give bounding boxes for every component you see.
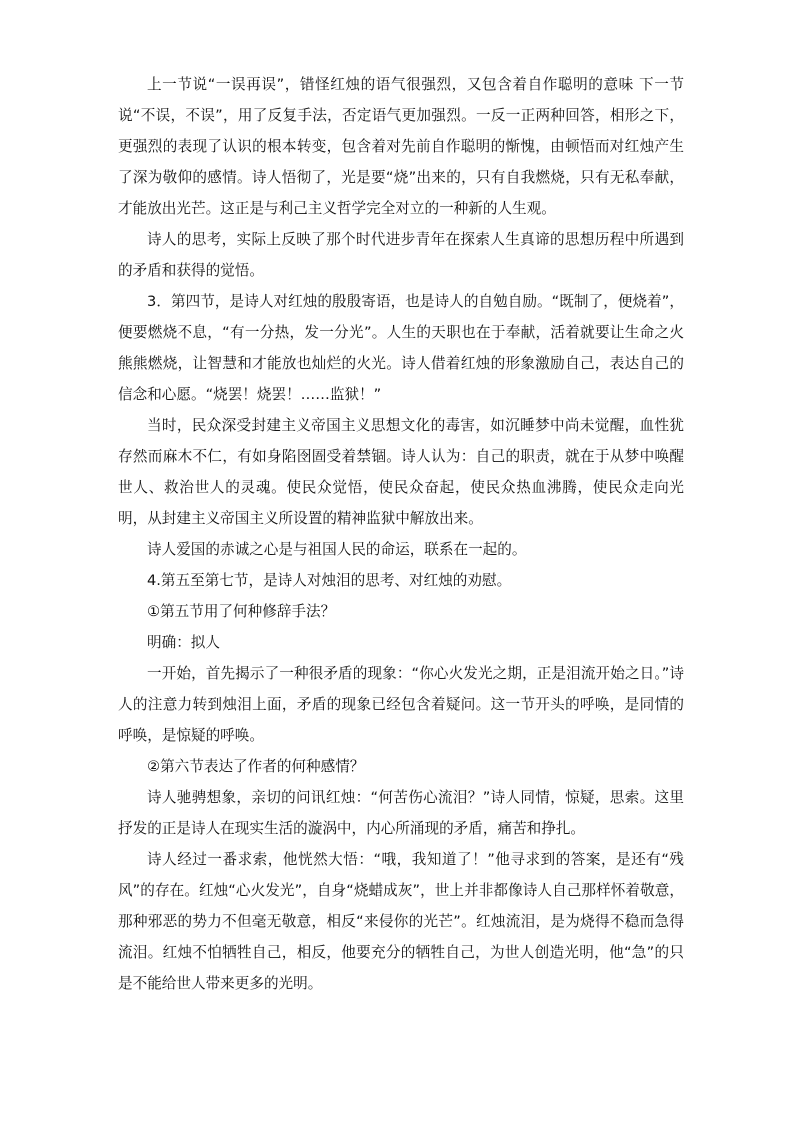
paragraph-8: 明确：拟人 <box>147 634 220 651</box>
paragraph-11: 诗人驰骋想象，亲切的问讯红烛：“何苦伤心流泪？”诗人同情，惊疑，思索。这里抒发的正是诗人在现实生活的漩涡中，内心所涌现的矛盾，痛苦和挣扎。 <box>118 789 684 837</box>
paragraph-2: 诗人的思考，实际上反映了那个时代进步青年在探索人生真谛的思想历程中所遇到的矛盾和获得的觉悟。 <box>118 231 684 279</box>
paragraph-7: ①第五节用了何种修辞手法？ <box>147 603 336 620</box>
paragraph-3: 3．第四节，是诗人对红烛的殷殷寄语，也是诗人的自勉自励。“既制了，便烧着”，便要燃烧不息，“有一分热，发一分光”。人生的天职也在于奉献，活着就要让生命之火熊熊燃烧，让智慧和才能放也灿烂的火光。诗人借着红烛的形象激励自己，表达自己的信念和心愿。“烧罢！烧罢！……监狱！” <box>118 293 684 403</box>
paragraph-5: 诗人爱国的赤诚之心是与祖国人民的命运，联系在一起的。 <box>147 541 527 558</box>
paragraph-12: 诗人经过一番求索，他恍然大悟：“哦，我知道了！”他寻求到的答案，是还有“残风”的存在。红烛“心火发光”，自身“烧蜡成灰”，世上并非都像诗人自己那样怀着敬意，那种邪恶的势力不但毫无敬意，相反“来侵你的光芒”。红烛流泪，是为烧得不稳而急得流泪。红烛不怕牺牲自己，相反，他要充分的牺牲自己，为世人创造光明，他“急”的只是不能给世人带来更多的光明。 <box>118 851 684 992</box>
paragraph-10: ②第六节表达了作者的何种感情？ <box>147 758 365 775</box>
paragraph-1: 上一节说“一误再误”，错怪红烛的语气很强烈，又包含着自作聪明的意味 下一节说“不误，不误”，用了反复手法，否定语气更加强烈。一反一正两种回答，相形之下，更强烈的表现了认识的根本转变，包含着对先前自作聪明的惭愧，由顿悟而对红烛产生了深为敬仰的感情。诗人悟彻了，光是要“烧”出来的，只有自我燃烧，只有无私奉献，才能放出光芒。这正是与利己主义哲学完全对立的一种新的人生观。 <box>118 76 684 217</box>
document-page <box>118 69 684 999</box>
paragraph-6: 4.第五至第七节，是诗人对烛泪的思考、对红烛的劝慰。 <box>147 572 512 589</box>
paragraph-9: 一开始，首先揭示了一种很矛盾的现象：“你心火发光之期，正是泪流开始之日。”诗人的注意力转到烛泪上面，矛盾的现象已经包含着疑问。这一节开头的呼唤，是同情的呼唤，是惊疑的呼唤。 <box>118 665 684 744</box>
paragraph-4: 当时，民众深受封建主义帝国主义思想文化的毒害，如沉睡梦中尚未觉醒，血性犹存然而麻木不仁，有如身陷囹圄受着禁锢。诗人认为：自己的职责，就在于从梦中唤醒世人、救治世人的灵魂。使民众觉悟，使民众奋起，使民众热血沸腾，使民众走向光明，从封建主义帝国主义所设置的精神监狱中解放出来。 <box>118 417 684 527</box>
